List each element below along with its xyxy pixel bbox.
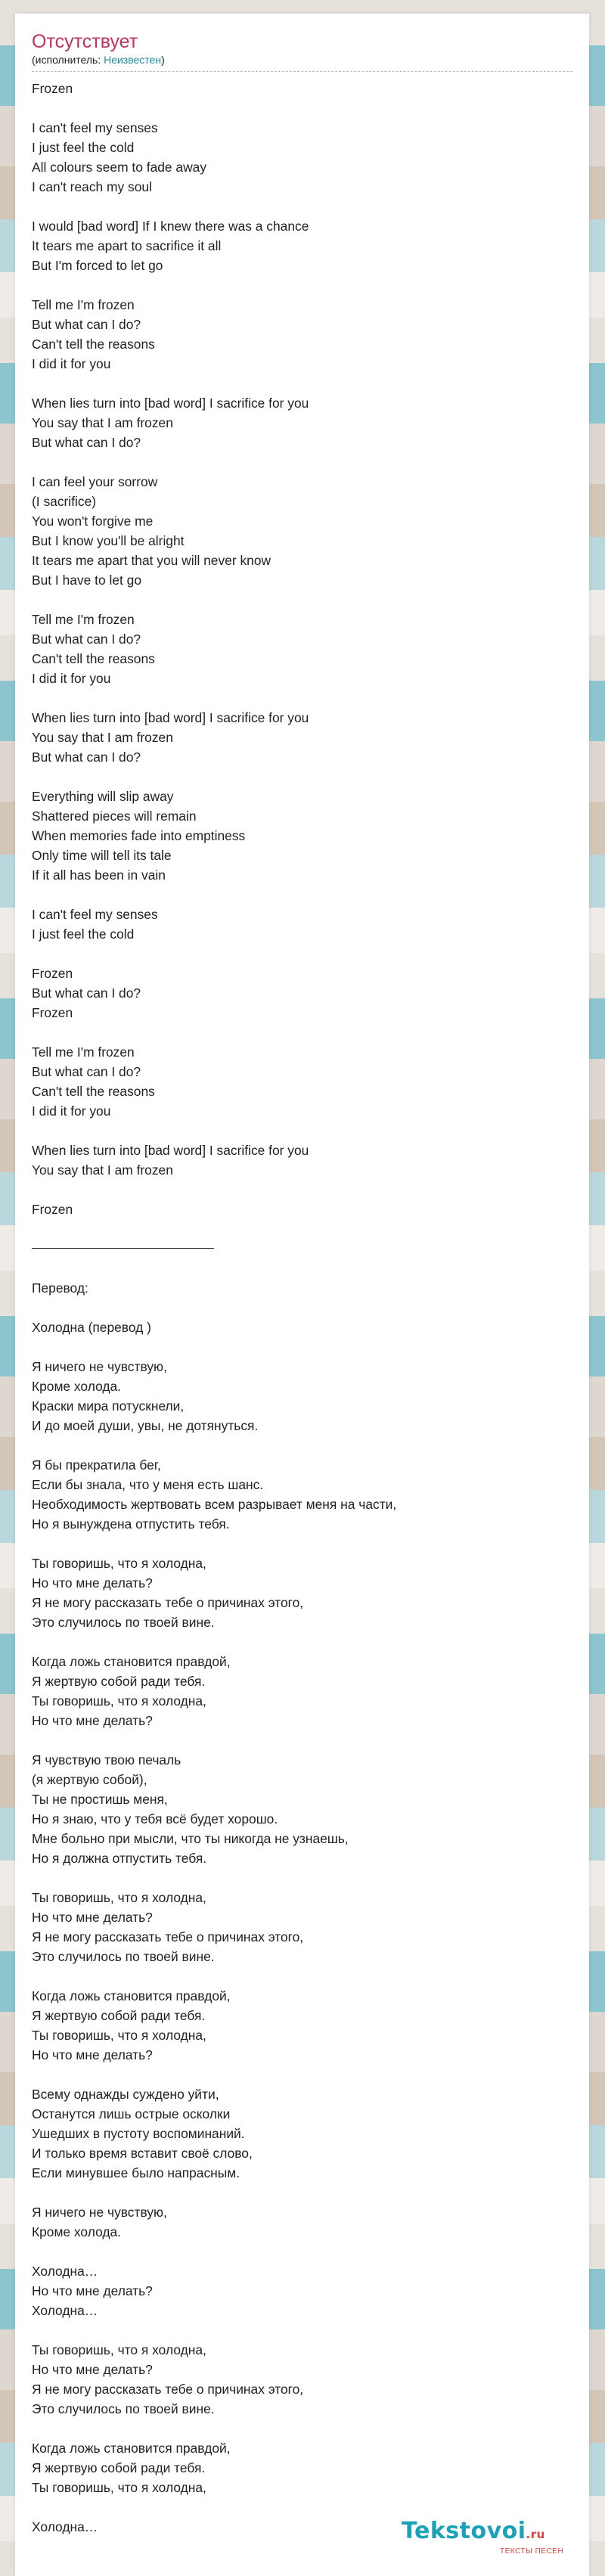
blank-line: [32, 1534, 572, 1553]
lyric-line: It tears me apart to sacrifice it all: [32, 238, 222, 253]
lyric-line: But what can I do?: [32, 985, 141, 1001]
lyric-line: When lies turn into [bad word] I sacrifice for you: [32, 1143, 309, 1158]
lyric-line: Необходимость жертвовать всем разрывает меня на части,: [32, 1497, 397, 1512]
logo-tld: .ru: [526, 2528, 545, 2541]
lyric-line: I did it for you: [32, 671, 111, 686]
lyric-line: Я не могу рассказать тебе о причинах этого,: [32, 2382, 304, 2397]
blank-line: [32, 688, 572, 708]
lyric-line: Can't tell the reasons: [32, 337, 155, 352]
lyric-line: Холодна (перевод ): [32, 1320, 151, 1335]
lyric-line: But I have to let go: [32, 573, 142, 588]
lyric-line: Frozen: [32, 81, 73, 96]
blank-line: [32, 1730, 572, 1750]
lyric-line: Я жертвую собой ради тебя.: [32, 1674, 206, 1689]
blank-line: [32, 2497, 572, 2517]
lyric-line: But what can I do?: [32, 435, 141, 450]
lyric-line: It tears me apart that you will never know: [32, 553, 271, 568]
lyric-line: Но что мне делать?: [32, 1713, 153, 1728]
lyric-line: Но что мне делать?: [32, 1910, 153, 1925]
site-logo[interactable]: [402, 2519, 583, 2558]
blank-line: [32, 1337, 572, 1357]
lyrics-text: [32, 79, 572, 2537]
lyric-line: But I know you'll be alright: [32, 533, 185, 548]
lyric-line: Я ничего не чувствую,: [32, 2205, 167, 2220]
lyric-line: You won't forgive me: [32, 514, 154, 529]
lyric-line: You say that I am frozen: [32, 415, 173, 430]
lyric-line: Ты говоришь, что я холодна,: [32, 2028, 206, 2043]
blank-line: [32, 1632, 572, 1652]
lyric-line: Shattered pieces will remain: [32, 808, 197, 824]
lyric-line: But what can I do?: [32, 632, 141, 647]
lyric-line: (я жертвую собой),: [32, 1772, 147, 1787]
blank-line: [32, 374, 572, 393]
blank-line: [32, 275, 572, 295]
song-title: Отсутствует: [32, 31, 138, 52]
blank-line: [32, 2065, 572, 2084]
lyric-line: (I sacrifice): [32, 494, 97, 509]
lyric-line: Когда ложь становится правдой,: [32, 2441, 231, 2456]
logo-tagline: ТЕКСТЫ ПЕСЕН: [500, 2547, 564, 2556]
lyric-line: But what can I do?: [32, 317, 141, 332]
lyric-line: You say that I am frozen: [32, 1162, 173, 1178]
blank-line: [32, 590, 572, 610]
lyric-line: Холодна…: [32, 2303, 98, 2318]
lyric-line: Ты говоришь, что я холодна,: [32, 1693, 206, 1709]
lyric-line: When lies turn into [bad word] I sacrifice for you: [32, 396, 309, 411]
blank-line: [32, 767, 572, 787]
lyric-line: Но я знаю, что у тебя всё будет хорошо.: [32, 1811, 278, 1826]
lyric-line: Когда ложь становится правдой,: [32, 1654, 231, 1669]
logo-name: Tekstovoi: [402, 2518, 526, 2544]
lyric-line: When memories fade into emptiness: [32, 828, 246, 843]
lyric-line: You say that I am frozen: [32, 730, 173, 745]
lyric-line: Холодна…: [32, 2519, 98, 2534]
lyric-line: Tell me I'm frozen: [32, 297, 135, 312]
artist-link[interactable]: Неизвестен: [104, 54, 162, 66]
blank-line: [32, 2242, 572, 2261]
lyric-line: Но что мне делать?: [32, 2283, 153, 2298]
lyric-line: Всему однажды суждено уйти,: [32, 2087, 219, 2102]
lyric-line: Frozen: [32, 966, 73, 981]
blank-line: [32, 1298, 572, 1317]
lyric-line: Я чувствую твою печаль: [32, 1752, 182, 1768]
blank-line: [32, 1219, 572, 1239]
lyric-line: All colours seem to fade away: [32, 160, 207, 175]
lyric-line: I just feel the cold: [32, 140, 135, 155]
lyric-line: I can't reach my soul: [32, 179, 152, 194]
lyric-line: Кроме холода.: [32, 2224, 122, 2239]
lyric-line: Я жертвую собой ради тебя.: [32, 2008, 206, 2023]
lyric-line: Tell me I'm frozen: [32, 1044, 135, 1060]
lyrics-card: [15, 14, 589, 2576]
lyric-line: Если минувшее было напрасным.: [32, 2165, 240, 2180]
lyric-line: Мне больно при мысли, что ты никогда не узнаешь,: [32, 1831, 349, 1846]
blank-line: [32, 1121, 572, 1141]
lyric-line: But I'm forced to let go: [32, 258, 163, 273]
blank-line: [32, 2320, 572, 2340]
blank-line: [32, 1023, 572, 1042]
lyric-line: Frozen: [32, 1005, 73, 1020]
lyric-line: Холодна…: [32, 2264, 98, 2279]
blank-line: [32, 885, 572, 905]
artist-prefix: (исполнитель:: [32, 54, 104, 66]
lyric-line: Frozen: [32, 1202, 73, 1217]
blank-line: [32, 1435, 572, 1455]
lyric-line: Ушедших в пустоту воспоминаний.: [32, 2126, 245, 2141]
lyric-line: I just feel the cold: [32, 926, 135, 942]
lyric-line: Tell me I'm frozen: [32, 612, 135, 627]
blank-line: [32, 1180, 572, 1200]
blank-line: [32, 1868, 572, 1888]
blank-line: [32, 1259, 572, 1278]
lyric-line: Это случилось по твоей вине.: [32, 1949, 215, 1964]
lyric-line: I did it for you: [32, 356, 111, 371]
lyric-line: Но я должна отпустить тебя.: [32, 1851, 207, 1866]
lyric-line: Я не могу рассказать тебе о причинах этого,: [32, 1929, 304, 1944]
lyric-line: But what can I do?: [32, 750, 141, 765]
lyric-line: Но что мне делать?: [32, 2047, 153, 2062]
lyric-line: If it all has been in vain: [32, 867, 166, 883]
lyric-line: И только время вставит своё слово,: [32, 2146, 253, 2161]
lyric-line: Я не могу рассказать тебе о причинах этого,: [32, 1595, 304, 1610]
blank-line: [32, 98, 572, 118]
lyric-line: Ты говоришь, что я холодна,: [32, 2480, 206, 2495]
blank-line: [32, 1966, 572, 1986]
lyric-line: Если бы знала, что у меня есть шанс.: [32, 1477, 264, 1492]
lyric-line: Only time will tell its tale: [32, 848, 172, 863]
lyric-line: Перевод:: [32, 1280, 88, 1296]
lyric-line: When lies turn into [bad word] I sacrifice for you: [32, 710, 309, 725]
lyric-line: Но что мне делать?: [32, 2362, 153, 2377]
lyric-line: Ты говоришь, что я холодна,: [32, 1890, 206, 1905]
lyric-line: Я ничего не чувствую,: [32, 1359, 167, 1374]
lyric-line: Останутся лишь острые осколки: [32, 2106, 231, 2121]
lyric-line: Но что мне делать?: [32, 1575, 153, 1591]
blank-line: [32, 197, 572, 216]
lyric-line: Но я вынуждена отпустить тебя.: [32, 1516, 230, 1532]
blank-line: [32, 944, 572, 964]
lyric-line: Ты говоришь, что я холодна,: [32, 2342, 206, 2357]
blank-line: [32, 2419, 572, 2438]
blank-line: [32, 452, 572, 472]
lyric-line: I did it for you: [32, 1103, 111, 1119]
lyric-line: I can feel your sorrow: [32, 474, 158, 489]
lyric-line: I would [bad word] If I knew there was a chance: [32, 219, 309, 234]
artist-line: [32, 53, 572, 72]
lyric-line: Кроме холода.: [32, 1379, 122, 1394]
lyric-line: Краски мира потускнели,: [32, 1398, 185, 1414]
lyric-line: Это случилось по твоей вине.: [32, 1615, 215, 1630]
separator-line: [32, 1239, 572, 1259]
lyric-line: Everything will slip away: [32, 789, 174, 804]
lyric-line: Я бы прекратила бег,: [32, 1457, 161, 1473]
lyric-line: Когда ложь становится правдой,: [32, 1988, 231, 2003]
lyric-line: Ты говоришь, что я холодна,: [32, 1556, 206, 1571]
lyric-line: Я жертвую собой ради тебя.: [32, 2460, 206, 2475]
lyric-line: Can't tell the reasons: [32, 651, 155, 666]
lyric-line: I can't feel my senses: [32, 120, 158, 135]
lyric-line: Это случилось по твоей вине.: [32, 2401, 215, 2416]
lyric-line: I can't feel my senses: [32, 907, 158, 922]
blank-line: [32, 2183, 572, 2202]
lyric-line: Can't tell the reasons: [32, 1084, 155, 1099]
artist-suffix: ): [161, 54, 165, 66]
lyric-line: But what can I do?: [32, 1064, 141, 1079]
lyric-line: Ты не простишь меня,: [32, 1792, 168, 1807]
lyric-line: И до моей души, увы, не дотянуться.: [32, 1418, 259, 1433]
